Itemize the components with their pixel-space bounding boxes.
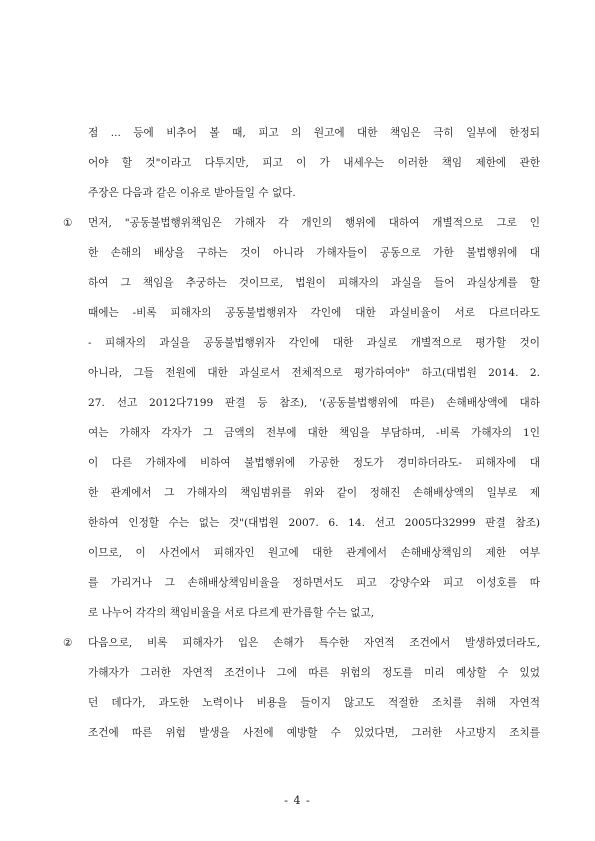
text-line: 조건에 따른 위험 발생을 사전에 예방할 수 있었다면, 그러한 사고방지 조치를 (88, 727, 540, 739)
text-line: 한하여 인정할 수는 없는 것"(대법원 2007. 6. 14. 선고 2005다32999 판결 참조) (88, 517, 540, 529)
text-line: 로 나누어 각각의 책임비율을 서로 다르게 판가름할 수는 없고, (88, 607, 375, 619)
list-marker-2: ② (63, 637, 73, 649)
text-line: 점 ... 등에 비추어 볼 때, 피고 의 원고에 대한 책임은 극히 일부에 한정되 (88, 127, 540, 139)
text-line: 하여 그 책임을 추궁하는 것이므로, 법원이 피해자의 과실을 들어 과실상계를 할 (88, 277, 540, 289)
list-marker-1: ① (63, 217, 73, 229)
text-line: 아니라, 그들 전원에 대한 과실로서 전체적으로 평가하여야" 하고(대법원 2014. 2. (88, 367, 540, 379)
text-line: 여는 가해자 각자가 그 금액의 전부에 대한 책임을 부담하며, -비록 가해자의 1인 (88, 427, 540, 439)
text-line: 먼저, "공동불법행위책임은 가해자 각 개인의 행위에 대하여 개별적으로 그로 인 (88, 217, 540, 229)
text-line: 때에는 -비록 피해자의 공동불법행위자 각인에 대한 과실비율이 서로 다르더라도 (88, 307, 540, 319)
text-line: 한 손해의 배상을 구하는 것이 아니라 가해자들이 공동으로 가한 불법행위에 대 (88, 247, 540, 259)
text-line: 를 가리거나 그 손해배상책임비율을 정하면서도 피고 강양수와 피고 이성호를 따 (88, 577, 540, 589)
text-line: 27. 선고 2012다7199 판결 등 참조), '(공동불법행위에 따른) 손해배상액에 대하 (88, 397, 540, 409)
text-line: 주장은 다음과 같은 이유로 받아들일 수 없다. (88, 187, 296, 199)
text-line: 이 다른 가해자에 비하여 불법행위에 가공한 정도가 경미하더라도- 피해자에 대 (88, 457, 540, 469)
page-number: - 4 - (284, 794, 311, 807)
text-line: 어야 할 것"이라고 다투지만, 피고 이 가 내세우는 이러한 책임 제한에 관한 (88, 157, 540, 169)
text-line: - 피해자의 과실을 공동불법행위자 각인에 대한 과실로 개별적으로 평가할 것이 (88, 337, 540, 349)
text-line: 가해자가 그러한 자연적 조건이나 그에 따른 위험의 정도를 미리 예상할 수 있었 (88, 667, 540, 679)
text-line: 다음으로, 비록 피해자가 입은 손해가 특수한 자연적 조건에서 발생하였더라도, (88, 637, 540, 649)
text-line: 한 관계에서 그 가해자의 책임범위를 위와 같이 정해진 손해배상액의 일부로 제 (88, 487, 540, 499)
text-line: 이므로, 이 사건에서 피해자인 원고에 대한 관계에서 손해배상책임의 제한 여부 (88, 547, 540, 559)
text-line: 던 데다가, 과도한 노력이나 비용을 들이지 않고도 적절한 조치를 취해 자연적 (88, 697, 540, 709)
